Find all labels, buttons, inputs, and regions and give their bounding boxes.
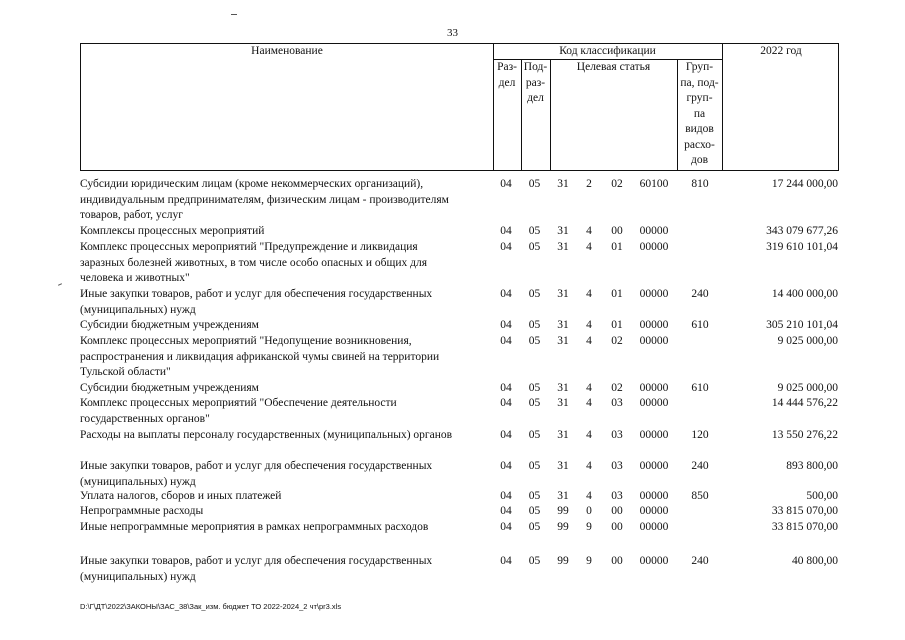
cell-target-1: 99 bbox=[557, 505, 569, 517]
cell-target-2: 4 bbox=[586, 241, 592, 253]
cell-amount: 500,00 bbox=[806, 490, 838, 502]
cell-target-1: 31 bbox=[557, 490, 569, 502]
row-name: Иные закупки товаров, работ и услуг для обеспечения государственных (муниципальных) нужд bbox=[80, 288, 433, 316]
row-name: Комплекс процессных мероприятий "Предупреждение и ликвидация заразных болезней животных, в том числе особо опасных и общих для человека и животных" bbox=[80, 241, 428, 285]
cell-target-4: 00000 bbox=[639, 555, 669, 567]
cell-podrazdel: 05 bbox=[528, 178, 541, 190]
row-name: Субсидии юридическим лицам (кроме некоммерческих организаций), индивидуальным предпринимателям, физическим лицам - производителям товаров, работ, услуг bbox=[80, 178, 449, 222]
table-header bbox=[80, 43, 839, 171]
cell-group: 240 bbox=[691, 460, 709, 472]
cell-target-3: 00 bbox=[611, 555, 623, 567]
cell-amount: 13 550 276,22 bbox=[771, 429, 838, 441]
cell-target-2: 9 bbox=[586, 521, 592, 533]
cell-target-4: 00000 bbox=[639, 382, 669, 394]
cell-target-4: 60100 bbox=[639, 178, 669, 190]
cell-target-1: 31 bbox=[557, 460, 569, 472]
cell-target-2: 4 bbox=[586, 397, 592, 409]
cell-target-3: 03 bbox=[611, 460, 623, 472]
cell-target-3: 03 bbox=[611, 397, 623, 409]
cell-target-1: 99 bbox=[557, 555, 569, 567]
cell-target-1: 99 bbox=[557, 521, 569, 533]
cell-amount: 319 610 101,04 bbox=[766, 241, 838, 253]
cell-target-1: 31 bbox=[557, 241, 569, 253]
cell-amount: 9 025 000,00 bbox=[777, 382, 838, 394]
cell-podrazdel: 05 bbox=[528, 460, 541, 472]
cell-razdel: 04 bbox=[500, 319, 512, 331]
cell-target-2: 2 bbox=[586, 178, 592, 190]
header-razdel: Раз- дел bbox=[497, 61, 517, 89]
header-podrazdel: Под- раз- дел bbox=[523, 61, 548, 104]
cell-target-4: 00000 bbox=[639, 241, 669, 253]
cell-razdel: 04 bbox=[500, 288, 512, 300]
cell-target-1: 31 bbox=[557, 335, 569, 347]
cell-podrazdel: 05 bbox=[528, 505, 541, 517]
cell-razdel: 04 bbox=[500, 178, 512, 190]
cell-group: 610 bbox=[691, 319, 709, 331]
header-code: Код классификации bbox=[559, 45, 656, 57]
cell-target-4: 00000 bbox=[639, 319, 669, 331]
cell-target-2: 9 bbox=[586, 555, 592, 567]
cell-razdel: 04 bbox=[500, 429, 512, 441]
cell-podrazdel: 05 bbox=[528, 397, 541, 409]
row-name: Комплекс процессных мероприятий "Обеспечение деятельности государственных органов" bbox=[80, 397, 397, 425]
cell-podrazdel: 05 bbox=[528, 382, 541, 394]
row-name: Расходы на выплаты персоналу государственных (муниципальных) органов bbox=[80, 429, 453, 441]
header-target: Целевая статья bbox=[576, 61, 651, 73]
cell-group: 850 bbox=[691, 490, 709, 502]
scan-mark bbox=[58, 283, 62, 286]
cell-group: 810 bbox=[691, 178, 709, 190]
cell-razdel: 04 bbox=[500, 225, 512, 237]
cell-target-3: 02 bbox=[611, 335, 623, 347]
cell-podrazdel: 05 bbox=[528, 288, 541, 300]
cell-amount: 40 800,00 bbox=[792, 555, 838, 567]
cell-target-1: 31 bbox=[557, 288, 569, 300]
cell-amount: 33 815 070,00 bbox=[771, 505, 838, 517]
cell-target-3: 01 bbox=[611, 241, 623, 253]
cell-target-4: 00000 bbox=[639, 335, 669, 347]
cell-razdel: 04 bbox=[500, 397, 512, 409]
cell-target-3: 00 bbox=[611, 521, 623, 533]
cell-razdel: 04 bbox=[500, 521, 512, 533]
cell-target-4: 00000 bbox=[639, 288, 669, 300]
cell-group: 610 bbox=[691, 382, 709, 394]
cell-podrazdel: 05 bbox=[528, 319, 541, 331]
row-name: Непрограммные расходы bbox=[80, 505, 204, 517]
row-name: Иные непрограммные мероприятия в рамках непрограммных расходов bbox=[80, 521, 429, 533]
cell-podrazdel: 05 bbox=[528, 225, 541, 237]
page-number: 33 bbox=[447, 27, 458, 39]
cell-group: 240 bbox=[691, 555, 709, 567]
cell-target-2: 4 bbox=[586, 382, 592, 394]
cell-target-4: 00000 bbox=[639, 429, 669, 441]
cell-razdel: 04 bbox=[500, 555, 512, 567]
row-name: Иные закупки товаров, работ и услуг для обеспечения государственных (муниципальных) нужд bbox=[80, 460, 433, 488]
cell-amount: 14 400 000,00 bbox=[771, 288, 838, 300]
cell-target-4: 00000 bbox=[639, 521, 669, 533]
cell-target-2: 4 bbox=[586, 335, 592, 347]
row-name: Комплекс процессных мероприятий "Недопущение возникновения, распространения и ликвидация африканской чумы свиней на территории Тульской области" bbox=[80, 335, 440, 379]
cell-razdel: 04 bbox=[500, 460, 512, 472]
cell-razdel: 04 bbox=[500, 241, 512, 253]
cell-group: 240 bbox=[691, 288, 709, 300]
cell-amount: 343 079 677,26 bbox=[766, 225, 838, 237]
cell-target-4: 00000 bbox=[639, 225, 669, 237]
cell-podrazdel: 05 bbox=[528, 335, 541, 347]
cell-target-1: 31 bbox=[557, 225, 569, 237]
cell-podrazdel: 05 bbox=[528, 521, 541, 533]
cell-target-3: 03 bbox=[611, 429, 623, 441]
cell-target-3: 00 bbox=[611, 225, 623, 237]
cell-target-1: 31 bbox=[557, 397, 569, 409]
cell-group: 120 bbox=[691, 429, 709, 441]
cell-podrazdel: 05 bbox=[528, 241, 541, 253]
row-name: Уплата налогов, сборов и иных платежей bbox=[80, 490, 282, 502]
cell-target-3: 01 bbox=[611, 288, 623, 300]
cell-podrazdel: 05 bbox=[528, 555, 541, 567]
cell-target-4: 00000 bbox=[639, 397, 669, 409]
cell-podrazdel: 05 bbox=[528, 429, 541, 441]
cell-razdel: 04 bbox=[500, 335, 512, 347]
cell-podrazdel: 05 bbox=[528, 490, 541, 502]
cell-target-3: 02 bbox=[611, 382, 623, 394]
cell-target-1: 31 bbox=[557, 429, 569, 441]
cell-target-2: 4 bbox=[586, 288, 592, 300]
cell-target-3: 03 bbox=[611, 490, 623, 502]
cell-target-2: 4 bbox=[586, 319, 592, 331]
cell-amount: 893 800,00 bbox=[786, 460, 838, 472]
file-path-footer: D:\Г\ДТ\2022\ЗАКОНЫ\ЗАС_38\Зак_изм. бюджет ТО 2022-2024_2 чт\pr3.xls bbox=[80, 602, 342, 611]
cell-target-3: 00 bbox=[611, 505, 623, 517]
cell-target-1: 31 bbox=[557, 178, 569, 190]
row-name: Комплексы процессных мероприятий bbox=[80, 225, 265, 237]
cell-target-2: 0 bbox=[586, 505, 592, 517]
cell-target-4: 00000 bbox=[639, 505, 669, 517]
cell-razdel: 04 bbox=[500, 490, 512, 502]
cell-target-2: 4 bbox=[586, 429, 592, 441]
row-name: Субсидии бюджетным учреждениям bbox=[80, 382, 259, 394]
cell-target-1: 31 bbox=[557, 382, 569, 394]
cell-razdel: 04 bbox=[500, 382, 512, 394]
cell-amount: 14 444 576,22 bbox=[771, 397, 838, 409]
cell-amount: 305 210 101,04 bbox=[766, 319, 838, 331]
header-year: 2022 год bbox=[760, 45, 802, 57]
cell-target-4: 00000 bbox=[639, 460, 669, 472]
cell-target-2: 4 bbox=[586, 460, 592, 472]
row-name: Иные закупки товаров, работ и услуг для обеспечения государственных (муниципальных) нужд bbox=[80, 555, 433, 583]
cell-razdel: 04 bbox=[500, 505, 512, 517]
cell-amount: 17 244 000,00 bbox=[771, 178, 838, 190]
cell-target-2: 4 bbox=[586, 490, 592, 502]
cell-target-4: 00000 bbox=[639, 490, 669, 502]
scan-mark bbox=[231, 14, 237, 15]
cell-target-2: 4 bbox=[586, 225, 592, 237]
header-name: Наименование bbox=[251, 45, 323, 57]
cell-amount: 9 025 000,00 bbox=[777, 335, 838, 347]
cell-target-3: 01 bbox=[611, 319, 623, 331]
cell-target-1: 31 bbox=[557, 319, 569, 331]
cell-amount: 33 815 070,00 bbox=[771, 521, 838, 533]
header-group: Груп- па, под- груп- па видов расхо- дов bbox=[680, 61, 719, 166]
cell-target-3: 02 bbox=[611, 178, 623, 190]
row-name: Субсидии бюджетным учреждениям bbox=[80, 319, 259, 331]
